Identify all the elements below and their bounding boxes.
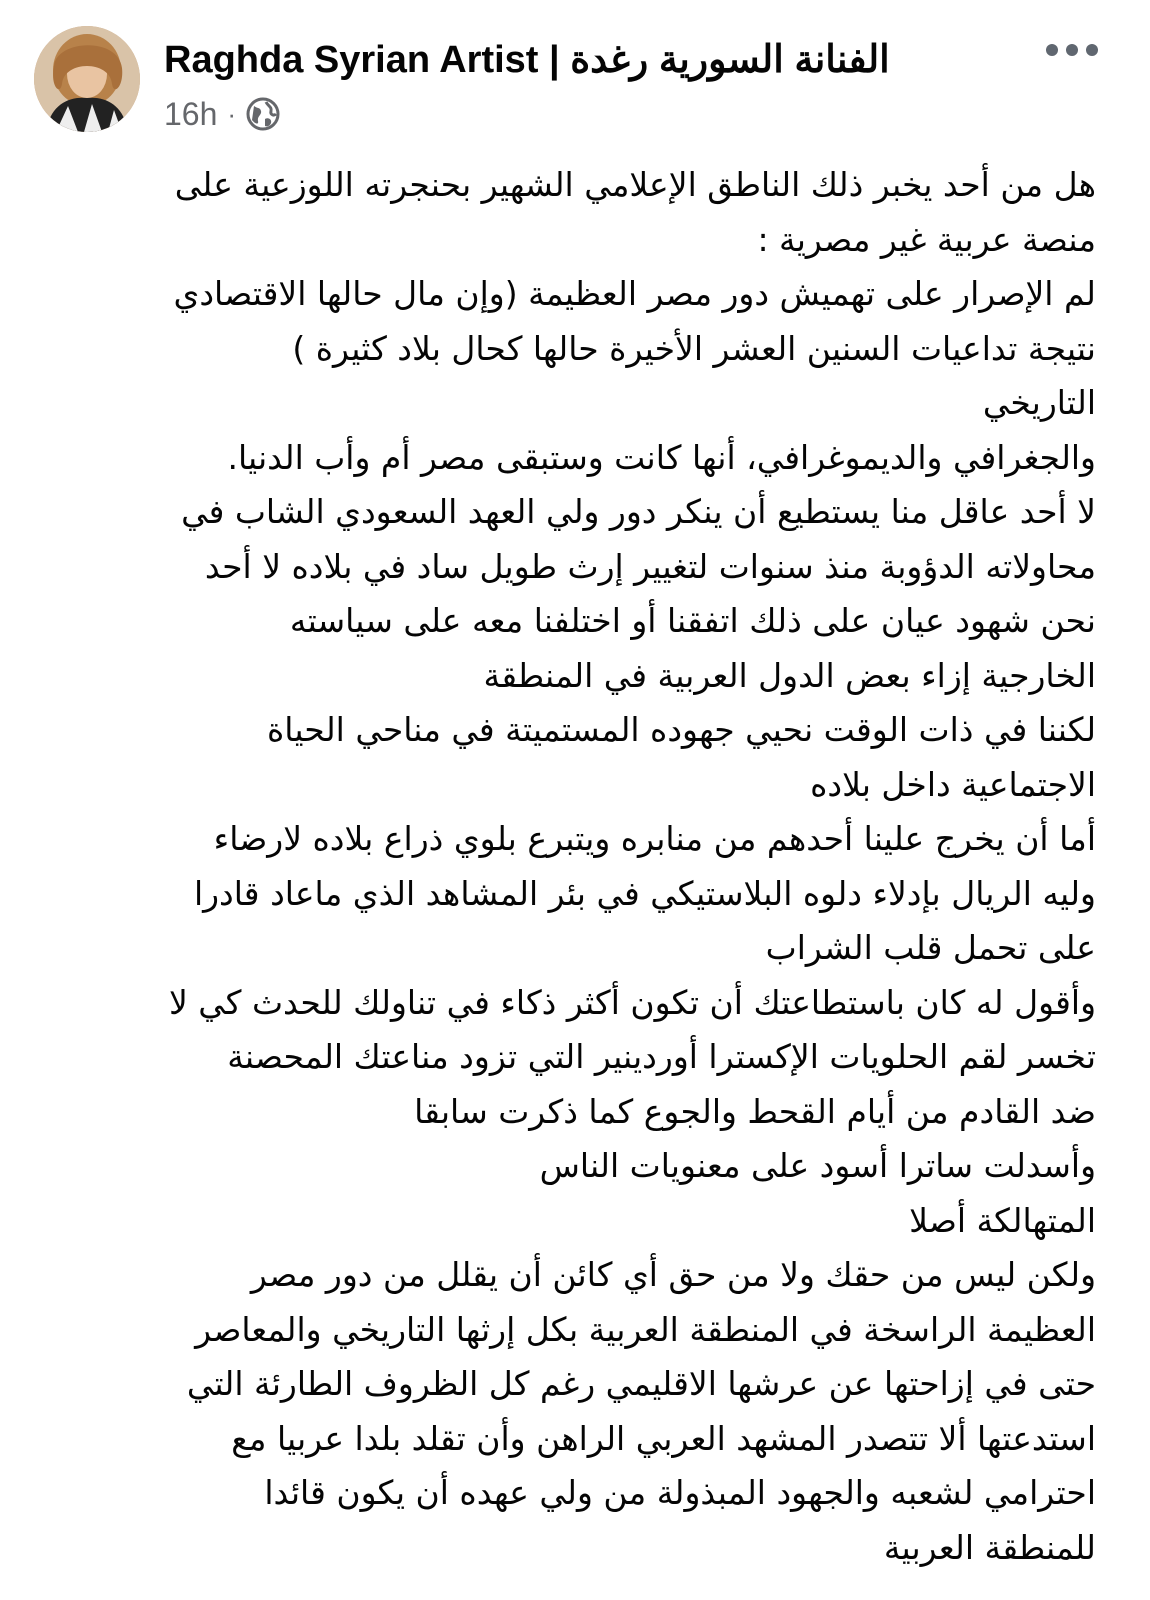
post-header [0, 0, 1150, 150]
post-text-line: محاولاته الدؤوبة منذ سنوات لتغيير إرث طويل ساد في بلاده لا أحد [204, 546, 1096, 586]
dot-3 [1086, 44, 1098, 56]
post-text-line: تخسر لقم الحلويات الإكسترا أوردينير التي تزود مناعتك المحصنة [227, 1037, 1096, 1076]
post-text-line: أما أن يخرج علينا أحدهم من منابره ويتبرع بلوي ذراع بلاده لارضاء [213, 819, 1096, 858]
post-text-line: لم الإصرار على تهميش دور مصر العظيمة (وإن مال حالها الاقتصادي [173, 274, 1096, 313]
post-text-line: العظيمة الراسخة في المنطقة العربية بكل إرثها التاريخي والمعاصر [195, 1309, 1096, 1349]
post-text-line: وأسدلت ساترا أسود على معنويات الناس [539, 1146, 1096, 1185]
post-text-line: نحن شهود عيان على ذلك اتفقنا أو اختلفنا معه على سياسته [289, 601, 1096, 640]
avatar[interactable] [34, 26, 140, 132]
post-text-line: استدعتها ألا تتصدر المشهد العربي الراهن وأن تقلد بلدا عربيا مع [231, 1418, 1096, 1458]
post-text-line: لكننا في ذات الوقت نحيي جهوده المستميتة في مناحي الحياة [267, 710, 1096, 749]
post-text-line: احترامي لشعبه والجهود المبذولة من ولي عهده أن يكون قائدا [264, 1473, 1096, 1512]
post-text-line: منصة عربية غير مصرية : [757, 219, 1096, 259]
post-text-line: للمنطقة العربية [883, 1527, 1096, 1567]
post-text-line: والجغرافي والديموغرافي، أنها كانت وستبقى مصر أم وأب الدنيا. [227, 437, 1096, 477]
author-name[interactable]: Raghda Syrian Artist | الفنانة السورية رغدة [164, 39, 890, 81]
post-text-line: هل من أحد يخبر ذلك الناطق الإعلامي الشهير بحنجرته اللوزعية على [174, 165, 1096, 204]
post-text-line: لا أحد عاقل منا يستطيع أن ينكر دور ولي العهد السعودي الشاب في [181, 492, 1096, 531]
post-text-line: نتيجة تداعيات السنين العشر الأخيرة حالها كحال بلاد كثيرة ) [292, 328, 1096, 368]
post-text-line: وأقول له كان باستطاعتك أن تكون أكثر ذكاء في تناولك للحدث كي لا [168, 982, 1096, 1022]
post-meta [164, 94, 280, 134]
avatar-image [34, 26, 140, 132]
more-options-icon[interactable] [1046, 40, 1098, 60]
post-text-line: ضد القادم من أيام القحط والجوع كما ذكرت سابقا [414, 1091, 1096, 1131]
post-text-line: الخارجية إزاء بعض الدول العربية في المنطقة [483, 655, 1096, 695]
post-time[interactable]: 16h [164, 95, 218, 132]
post-text-line: المتهالكة أصلا [909, 1200, 1096, 1240]
globe-icon [246, 97, 280, 131]
dot-2 [1066, 44, 1078, 56]
dot-1 [1046, 44, 1058, 56]
post-body [34, 158, 1096, 1575]
post-text-line: التاريخي [982, 383, 1096, 422]
meta-separator: · [227, 98, 237, 129]
post-text-line: ولكن ليس من حقك ولا من حق أي كائن أن يقلل من دور مصر [250, 1255, 1096, 1294]
post-text-line: على تحمل قلب الشراب [765, 928, 1096, 967]
post-text-line: الاجتماعية داخل بلاده [810, 764, 1096, 804]
post-text-line: حتى في إزاحتها عن عرشها الاقليمي رغم كل الظروف الطارئة التي [186, 1364, 1096, 1403]
post-text-line: وليه الريال بإدلاء دلوه البلاستيكي في بئر المشاهد الذي ماعاد قادرا [193, 873, 1096, 913]
